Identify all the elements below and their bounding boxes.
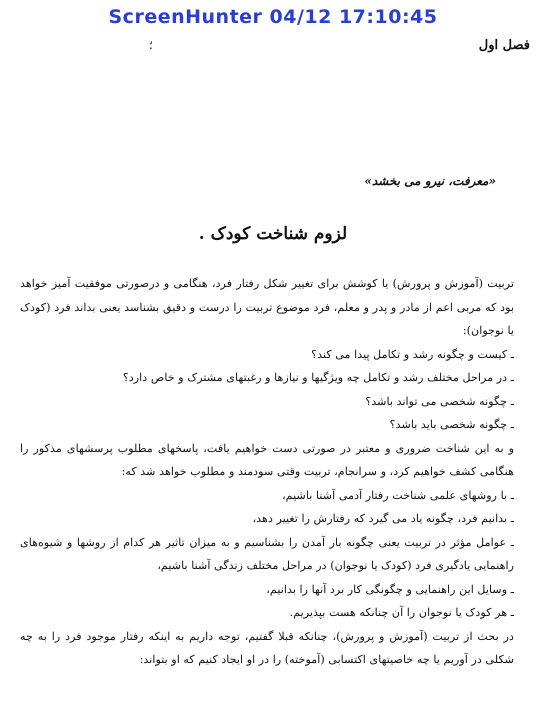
body-text bbox=[20, 272, 526, 672]
paragraph-knowledge: و به این شناخت ضروری و معتبر در صورتی دست خواهیم یافت، پاسخهای مطلوب پرسشهای مذکور را هنگامی کشف خواهیم کرد، و سرانجام، تربیت وقتی سودمند و مطلوب خواهد شد که: bbox=[20, 441, 514, 478]
paragraph-closing: در بحث از تربیت (آموزش و پرورش)، چنانکه قبلا گفتیم، توجه داریم به اینکه رفتار موجود فرد را به چه شکلی در آوریم یا چه خاصیتهای اکتسابی (آموخته) را در او ایجاد کنیم که او بتواند: bbox=[20, 629, 514, 666]
paragraph-intro: تربیت (آموزش و پرورش) یا کوشش برای تغییر شکل رفتار فرد، هنگامی و درصورتی موفقیت آمیز خواهد بود که مربی اعم از مادر و پدر و معلم، فرد موضوع تربیت را درست و دقیق بشناسد یعنی بداند فرد (کودک یا نوجوان): bbox=[20, 277, 514, 337]
page-mark: ؛ bbox=[149, 38, 153, 52]
list-item: ـ وسایل این راهنمایی و چگونگی کار برد آنها را بدانیم، bbox=[266, 582, 514, 596]
screenhunter-watermark: ScreenHunter 04/12 17:10:45 bbox=[108, 6, 438, 28]
list-item: ـ عوامل مؤثر در تربیت یعنی چگونه بار آمدن را بشناسیم و به میزان تاثیر هر کدام از روشها و شیوه‌های راهنمایی یادگیری فرد (کودک یا نوجوان) در مراحل مختلف زندگی آشنا باشیم، bbox=[20, 535, 514, 572]
list-item: ـ در مراحل مختلف رشد و تکامل چه ویژگیها و نیازها و رغبتهای مشترک و خاص دارد؟ bbox=[122, 371, 514, 384]
list-item: ـ چگونه شخصی باید باشد؟ bbox=[389, 418, 514, 431]
list-item: ـ چگونه شخصی می تواند باشد؟ bbox=[365, 394, 514, 408]
list-item: ـ با روشهای علمی شناخت رفتار آدمی آشنا باشیم، bbox=[282, 488, 514, 502]
epigraph: «معرفت، نیرو می بخشد» bbox=[364, 174, 496, 188]
list-item: ـ هر کودک یا نوجوان را آن چنانکه هست بپذیریم. bbox=[289, 606, 514, 619]
section-heading: لزوم شناخت کودک . bbox=[198, 224, 348, 244]
list-item: ـ بدانیم فرد، چگونه یاد می گیرد که رفتارش را تغییر دهد، bbox=[252, 512, 514, 525]
list-item: ـ کیست و چگونه رشد و تکامل پیدا می کند؟ bbox=[311, 347, 514, 361]
chapter-title: فصل اول bbox=[478, 38, 530, 53]
